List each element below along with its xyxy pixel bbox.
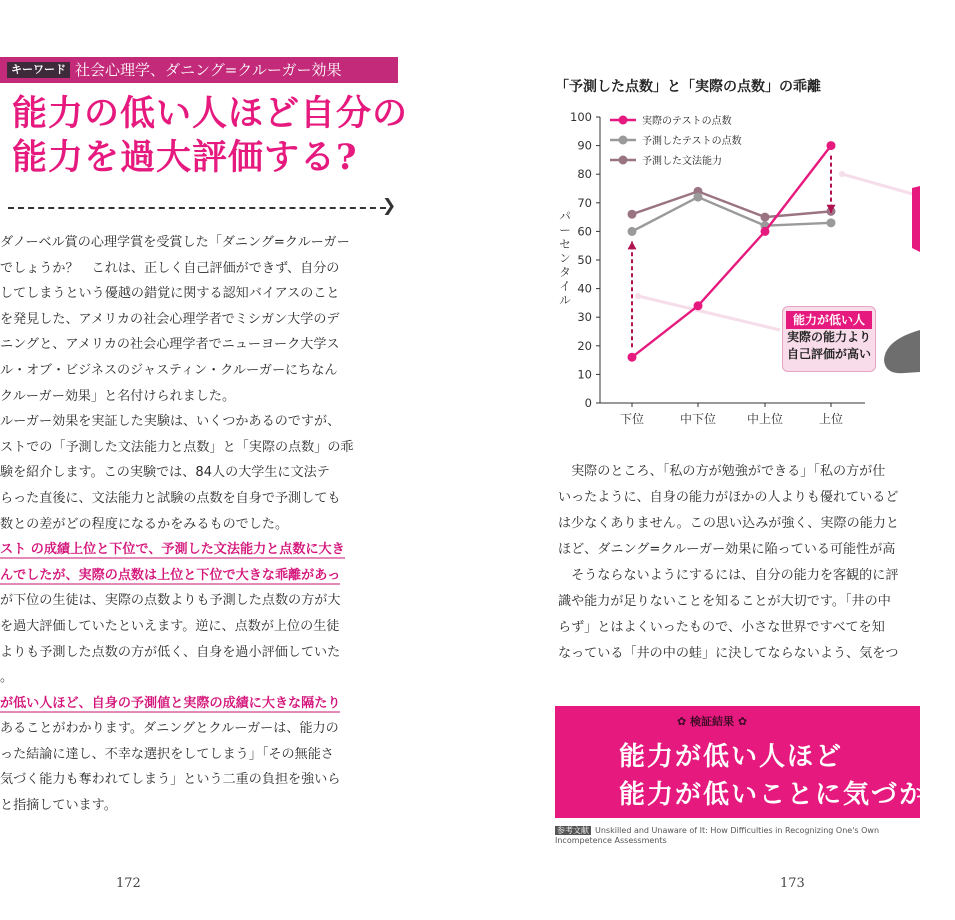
highlighted-text: が低い人ほど、自身の予測値と実際の成績に大きな隔たり — [0, 695, 341, 711]
y-axis-label: ー — [559, 223, 571, 237]
body-line: らず」とはよくいったもので、小さな世界ですべてを知 — [558, 620, 885, 635]
connector-dot — [635, 293, 641, 299]
body-line — [0, 358, 390, 384]
y-axis-label: セ — [559, 237, 571, 251]
data-point — [761, 213, 770, 222]
y-tick-label: 30 — [577, 310, 592, 325]
y-tick-label: 70 — [577, 195, 592, 210]
body-line-text: を過大評価していたといえます。逆に、点数が上位の生徒 — [0, 618, 340, 634]
body-line-text: が下位の生徒は、実際の点数よりも予測した点数の方が大 — [0, 593, 341, 609]
body-line-text: 験を紹介します。この実験では、84人の大学生に文法テ — [0, 465, 330, 481]
y-axis-label: タ — [559, 265, 571, 279]
reference-tag: 参考文献 — [557, 826, 589, 835]
verdict-line-1: 能力が低い人ほど — [619, 742, 844, 772]
body-line: ほど、ダニング=クルーガー効果に陥っている可能性が高 — [558, 542, 896, 557]
reference-text: Unskilled and Unaware of It: How Difficulties in Recognizing One's Own Incompetence Assessments — [555, 826, 880, 845]
body-line-text: ルーガー効果を実証した実験は、いくつかあるのですが、 — [0, 414, 341, 430]
verdict-line-2: 能力が低いことに気づかな — [619, 780, 955, 810]
annotation-line: 自己評価が高い — [786, 347, 871, 361]
right-page — [480, 0, 955, 920]
y-tick-label: 90 — [577, 138, 592, 153]
annotation-head: 能力が低い人 — [786, 311, 872, 329]
body-line-text: と指摘しています。 — [0, 798, 117, 814]
y-tick-label: 100 — [570, 110, 592, 124]
body-line-text: でしょうか？ これは、正しく自己評価ができず、自分の — [0, 260, 340, 276]
body-line — [0, 614, 390, 640]
y-axis-label: イ — [559, 279, 571, 293]
body-line-text: ル・オブ・ビジネスのジャスティン・クルーガーにちなん — [0, 362, 338, 378]
data-point — [628, 227, 637, 236]
body-line — [0, 640, 390, 666]
verdict-label: ✿ 検証結果 ✿ — [677, 715, 748, 728]
connector-line — [638, 296, 780, 330]
line-chart — [480, 0, 920, 440]
body-line-text: 。 — [0, 670, 14, 686]
body-line — [0, 588, 390, 614]
body-line-text: よりも予測した点数の方が低く、自身を過小評価していた — [0, 644, 341, 660]
data-point — [694, 301, 703, 310]
headline-line-1: 能力の低い人ほど自分の — [12, 93, 409, 134]
annotation-box — [782, 306, 876, 372]
body-line: いったように、自身の能力がほかの人よりも優れているど — [558, 490, 899, 505]
legend-swatch-dot — [619, 156, 628, 165]
body-line — [0, 409, 390, 435]
body-line — [0, 256, 390, 282]
y-tick-label: 10 — [577, 367, 592, 382]
data-point — [827, 141, 836, 150]
annotation-line: 実際の能力より — [786, 330, 871, 344]
legend-swatch-dot — [619, 116, 628, 125]
body-line-text: してしまうという優越の錯覚に関する認知バイアスのこと — [0, 286, 340, 302]
data-point — [628, 353, 637, 362]
body-line — [0, 307, 390, 333]
data-point — [694, 193, 703, 202]
x-tick-label: 中下位 — [679, 412, 717, 426]
body-line — [0, 460, 390, 486]
body-line — [0, 230, 390, 256]
x-tick-label: 下位 — [619, 412, 645, 426]
legend-swatch-dot — [619, 136, 628, 145]
body-text — [0, 230, 390, 819]
keyword-band — [0, 57, 398, 83]
body-line: 実際のところ、「私の方が勉強ができる」「私の方が仕 — [571, 464, 886, 479]
body-line: は少なくありません。この思い込みが強く、実際の能力と — [558, 516, 899, 531]
body-line-text: 数との差がどの程度になるかをみるものでした。 — [0, 516, 289, 532]
legend-label: 予測したテストの点数 — [642, 136, 742, 147]
body-line-text: ダノーベル賞の心理学賞を受賞した「ダニング=クルーガー — [0, 235, 350, 250]
body-line — [0, 281, 390, 307]
chart-title: 「予測した点数」と「実際の点数」の乖離 — [555, 79, 821, 95]
body-line — [0, 537, 390, 563]
legend-label: 予測した文法能力 — [642, 156, 722, 167]
side-marker — [912, 186, 920, 252]
x-tick-label: 中上位 — [746, 412, 784, 426]
body-line: そうならないようにするには、自分の能力を客観的に評 — [571, 568, 899, 583]
page-number-right: 173 — [780, 876, 805, 891]
series-line — [632, 191, 831, 217]
highlighted-text: んでしたが、実際の点数は上位と下位で大きな乖離があっ — [0, 567, 341, 583]
keyword-text: 社会心理学、ダニング=クルーガー効果 — [75, 61, 342, 79]
y-axis-label: ル — [559, 293, 571, 307]
y-tick-label: 80 — [577, 167, 592, 182]
y-tick-label: 50 — [577, 253, 592, 267]
body-line — [0, 767, 390, 793]
highlighted-text: スト の成績上位と下位で、予測した文法能力と点数に大き — [0, 542, 345, 558]
y-axis-label: パ — [559, 209, 571, 223]
body-line-text: クルーガー効果」と名付けられました。 — [0, 388, 236, 404]
body-line — [0, 384, 390, 410]
body-line-text: らった直後に、文法能力と試験の点数を自身で予測しても — [0, 490, 341, 506]
headline-line-2: 能力を過大評価する? — [12, 137, 358, 178]
body-line: なっている「井の中の蛙」に決してならないよう、気をつ — [558, 646, 899, 661]
connector-line — [842, 174, 920, 196]
body-line — [0, 486, 390, 512]
body-line — [0, 742, 390, 768]
x-tick-label: 上位 — [818, 412, 844, 426]
body-line-text: あることがわかります。ダニングとクルーガーは、能力の — [0, 721, 339, 737]
dashed-divider — [8, 207, 386, 209]
data-point — [827, 218, 836, 227]
body-line — [0, 435, 390, 461]
y-tick-label: 60 — [577, 224, 592, 239]
gap-arrow-head — [628, 241, 637, 249]
body-line — [0, 691, 390, 717]
page-number-left: 172 — [116, 876, 141, 891]
body-line — [0, 793, 390, 819]
body-line — [0, 512, 390, 538]
speech-bubble-tail — [884, 330, 920, 373]
reference — [555, 826, 920, 846]
y-axis-label: ン — [559, 251, 571, 265]
connector-dot — [839, 171, 845, 177]
body-line-text: 気づく能力も奪われてしまう」という二重の負担を強いら — [0, 772, 341, 788]
body-line: 識や能力が足りないことを知ることが大切です。「井の中 — [558, 594, 891, 609]
data-point — [628, 210, 637, 219]
body-line-text: を発見した、アメリカの社会心理学者でミシガン大学のデ — [0, 311, 340, 327]
body-line-text: ストでの「予測した文法能力と点数」と「実際の点数」の乖 — [0, 439, 354, 455]
left-page — [0, 0, 440, 920]
y-tick-label: 40 — [577, 281, 592, 296]
body-line — [0, 332, 390, 358]
body-line — [0, 716, 390, 742]
body-text — [558, 459, 920, 667]
legend-label: 実際のテストの点数 — [642, 116, 732, 127]
y-tick-label: 20 — [577, 338, 592, 353]
keyword-tag: キーワード — [7, 62, 70, 78]
page-headline — [12, 92, 432, 180]
data-point — [761, 227, 770, 236]
body-line — [0, 665, 390, 691]
body-line — [0, 563, 390, 589]
body-line-text: ニングと、アメリカの社会心理学者でニューヨーク大学ス — [0, 337, 340, 353]
y-tick-label: 0 — [584, 396, 592, 410]
arrow-right-icon: ❯ — [382, 196, 397, 216]
verdict-box — [555, 706, 955, 818]
body-line-text: った結論に達し、不幸な選択をしてしまう」「その無能さ — [0, 746, 334, 762]
